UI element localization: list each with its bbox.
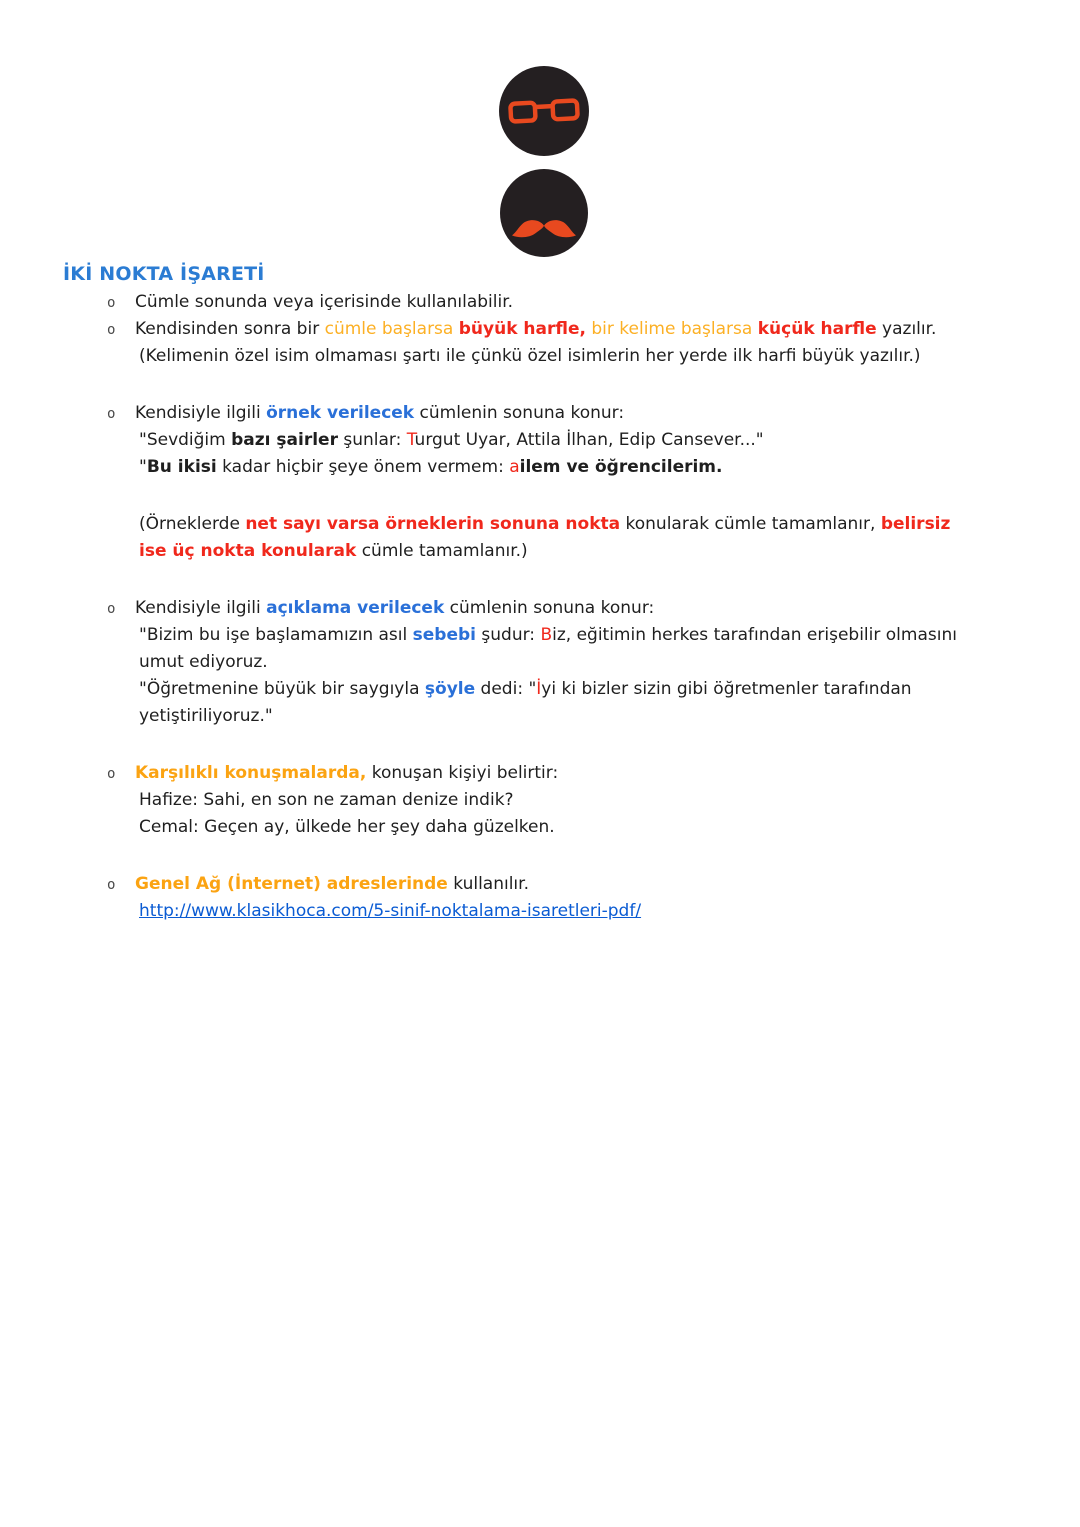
text-run: cümle tamamlanır.) (356, 541, 528, 561)
text-run: şunlar: (337, 430, 407, 450)
glasses-icon (506, 94, 581, 128)
text-run: küçük harfle (757, 319, 877, 339)
text-run: dedi: " (475, 679, 537, 699)
text-run: cümle başlarsa (324, 319, 459, 339)
spacer (63, 481, 980, 511)
text-run: Kendisiyle ilgili (135, 403, 267, 423)
line-content (135, 874, 529, 894)
text-run: "Öğretmenine büyük bir saygıyla (139, 679, 425, 699)
text-run: "Sevdiğim (139, 430, 232, 450)
list-item (63, 595, 980, 622)
list-item (63, 871, 980, 898)
sub-line (63, 622, 980, 676)
line-content (135, 598, 654, 618)
line-content (139, 901, 641, 921)
text-run: kullanılır. (447, 874, 529, 894)
content-list (63, 289, 980, 925)
line-content (139, 625, 957, 672)
list-item (63, 289, 980, 316)
text-run: cümlenin sonuna konur: (414, 403, 625, 423)
text-run: yazılır. (876, 319, 937, 339)
list-item (63, 400, 980, 427)
line-content (139, 457, 722, 477)
logo (63, 0, 1025, 257)
sub-line (63, 343, 980, 370)
text-run: bazı şairler (231, 430, 338, 450)
hyperlink[interactable]: http://www.klasikhoca.com/5-sinif-noktalama-isaretleri-pdf/ (139, 901, 642, 921)
text-run: Cümle sonunda veya içerisinde kullanılabilir. (135, 292, 514, 312)
text-run: örnek verilecek (266, 403, 415, 423)
text-run: a (509, 457, 520, 477)
mustache-icon (512, 218, 576, 242)
text-run: Hafize: Sahi, en son ne zaman denize indik? (139, 790, 514, 810)
list-item (63, 316, 980, 343)
bullet-marker: o (107, 295, 116, 311)
page-title: İKİ NOKTA İŞARETİ (63, 263, 265, 285)
text-run: ilem ve öğrencilerim. (519, 457, 723, 477)
text-run: bir kelime başlarsa (591, 319, 758, 339)
sub-line (63, 511, 980, 565)
sub-line (63, 814, 980, 841)
list-item (63, 760, 980, 787)
line-content (135, 403, 624, 423)
line-content (139, 679, 912, 726)
text-run: Cemal: Geçen ay, ülkede her şey daha güzelken. (139, 817, 555, 837)
logo-dot-top (499, 66, 589, 156)
text-run: belirsiz ise üç nokta konularak (139, 514, 951, 561)
text-run: İ (536, 679, 542, 699)
text-run: iz, eğitimin herkes tarafından erişebilir olmasını umut ediyoruz. (139, 625, 957, 672)
line-content (135, 292, 513, 312)
spacer (63, 565, 980, 595)
text-run: şöyle (424, 679, 476, 699)
bullet-marker: o (107, 322, 116, 338)
sub-line (63, 787, 980, 814)
text-run: kadar hiçbir şeye önem vermem: (216, 457, 510, 477)
sub-line (63, 427, 980, 454)
text-run: cümlenin sonuna konur: (444, 598, 655, 618)
line-content (139, 817, 555, 837)
text-run: (Örneklerde (139, 514, 246, 534)
text-run: net sayı varsa örneklerin sonuna nokta (245, 514, 621, 534)
line-content (139, 514, 950, 561)
text-run: (Kelimenin özel isim olmaması şartı ile çünkü özel isimlerin her yerde ilk harfi büyük yazılır.) (139, 346, 921, 366)
text-run: B (540, 625, 553, 645)
text-run: Genel Ağ (İnternet) adreslerinde (135, 874, 448, 894)
line-content (139, 430, 764, 450)
text-run: büyük harfle, (458, 319, 586, 339)
line-content (135, 319, 936, 339)
text-run: "Bizim bu işe başlamamızın asıl (139, 625, 413, 645)
bullet-marker: o (107, 601, 116, 617)
bullet-marker: o (107, 406, 116, 422)
text-run: sebebi (412, 625, 476, 645)
text-run: " (139, 457, 147, 477)
sub-line (63, 898, 980, 925)
spacer (63, 370, 980, 400)
text-run: T (406, 430, 415, 450)
text-run: şudur: (476, 625, 541, 645)
bullet-marker: o (107, 877, 116, 893)
text-run: Bu ikisi (146, 457, 217, 477)
text-run: konuşan kişiyi belirtir: (366, 763, 559, 783)
spacer (63, 841, 980, 871)
line-content (135, 763, 558, 783)
spacer (63, 730, 980, 760)
sub-line (63, 676, 980, 730)
text-run: yi ki bizler sizin gibi öğretmenler tarafından yetiştiriliyoruz." (139, 679, 912, 726)
sub-line (63, 454, 980, 481)
text-run: konularak cümle tamamlanır, (620, 514, 881, 534)
logo-dot-bottom (500, 169, 588, 257)
line-content (139, 346, 921, 366)
text-run: Kendisinden sonra bir (135, 319, 325, 339)
text-run: Karşılıklı konuşmalarda, (135, 763, 367, 783)
bullet-marker: o (107, 766, 116, 782)
line-content (139, 790, 514, 810)
text-run: urgut Uyar, Attila İlhan, Edip Cansever..." (414, 430, 764, 450)
text-run: açıklama verilecek (266, 598, 445, 618)
text-run: Kendisiyle ilgili (135, 598, 267, 618)
